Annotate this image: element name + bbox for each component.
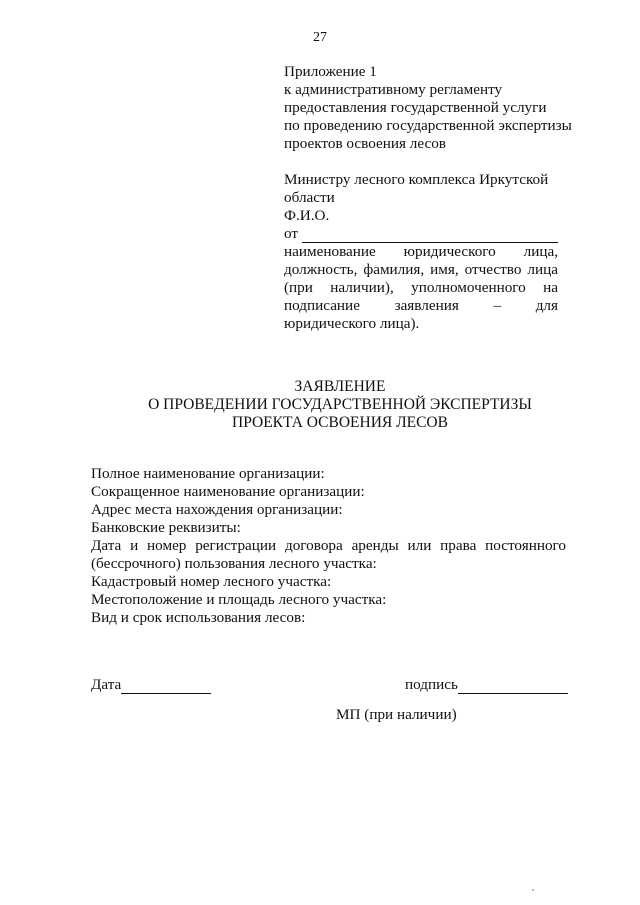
signature-label: подпись <box>405 676 458 693</box>
field-full-name: Полное наименование организации: <box>91 465 325 482</box>
appendix-line: Приложение 1 <box>284 63 377 80</box>
title-line: ПРОЕКТА ОСВОЕНИЯ ЛЕСОВ <box>232 414 448 431</box>
date-blank[interactable] <box>121 679 211 694</box>
date-label: Дата <box>91 676 122 693</box>
signature-blank[interactable] <box>458 679 568 694</box>
field-short-name: Сокращенное наименование организации: <box>91 483 365 500</box>
page-number: 27 <box>313 30 327 45</box>
field-location-area: Местоположение и площадь лесного участка: <box>91 591 387 608</box>
appendix-line: по проведению государственной экспертизы <box>284 117 572 134</box>
form-fields <box>91 465 566 627</box>
addressee-block <box>284 171 558 333</box>
addressee-line: Министру лесного комплекса Иркутской <box>284 171 549 188</box>
field-cadastral-number: Кадастровый номер лесного участка: <box>91 573 332 590</box>
addressee-line: Ф.И.О. <box>284 207 330 224</box>
appendix-line: проектов освоения лесов <box>284 135 446 152</box>
title-line: О ПРОВЕДЕНИИ ГОСУДАРСТВЕННОЙ ЭКСПЕРТИЗЫ <box>148 396 532 413</box>
appendix-block <box>284 63 572 153</box>
title-line: ЗАЯВЛЕНИЕ <box>294 378 386 395</box>
appendix-line: предоставления государственной услуги <box>284 99 547 116</box>
field-lease-registration: Дата и номер регистрации договора аренды или права постоянного (бессрочного) пользования лесного участка: <box>91 537 566 572</box>
addressee-line: области <box>284 189 335 206</box>
field-address: Адрес места нахождения организации: <box>91 501 343 518</box>
from-blank[interactable] <box>302 229 558 243</box>
from-label: от <box>284 225 299 242</box>
scan-speck <box>532 889 534 891</box>
applicant-caption: наименование юридического лица, должность, фамилия, имя, отчество лица (при наличии), уполномоченного на подписание заявления – для юридического лица). <box>284 243 558 332</box>
field-bank-details: Банковские реквизиты: <box>91 519 241 536</box>
field-forest-use: Вид и срок использования лесов: <box>91 609 306 626</box>
stamp-note: МП (при наличии) <box>336 706 457 723</box>
appendix-line: к административному регламенту <box>284 81 503 98</box>
from-line <box>284 225 558 243</box>
document-title <box>0 378 640 432</box>
date-line <box>91 676 211 694</box>
signature-line <box>405 676 568 694</box>
